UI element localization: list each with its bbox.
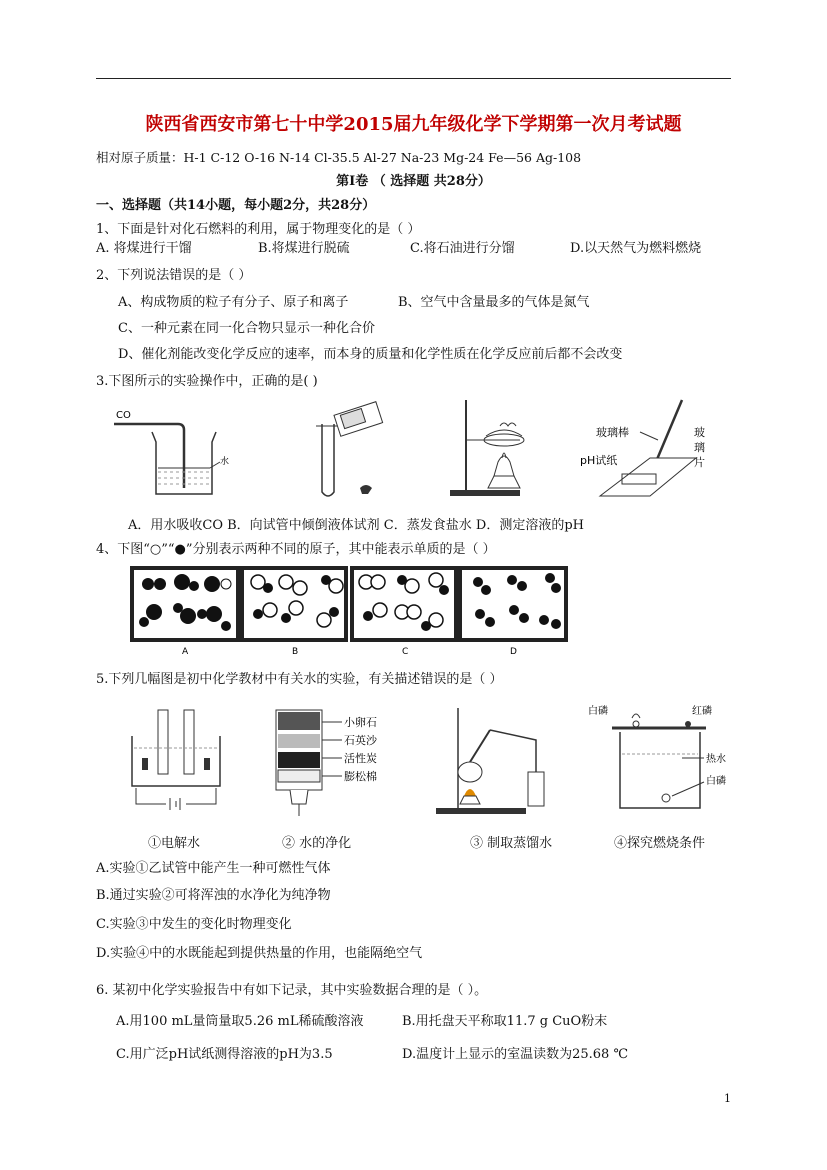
white-phosphorus-label: 白磷 <box>588 706 608 717</box>
q5-option-b: B.通过实验②可将浑浊的水净化为纯净物 <box>96 888 331 903</box>
box-label-b: B <box>292 647 299 656</box>
glass-label-2: 璃 <box>694 441 705 454</box>
glass-label-3: 片 <box>694 456 705 469</box>
q3-figure <box>110 396 710 504</box>
q1-stem: 1、下面是针对化石燃料的利用，属于物理变化的是（ ） <box>96 222 421 237</box>
header-rule <box>96 78 731 79</box>
q5-caption-3: ③ 制取蒸馏水 <box>470 836 553 851</box>
q4-figure <box>130 564 590 656</box>
activated-carbon-label: 活性炭 <box>344 752 377 765</box>
water-filter-figure <box>276 710 378 816</box>
ph-test-figure <box>580 400 705 496</box>
beaker-co-figure <box>114 410 229 494</box>
water-label: 水 <box>220 457 230 467</box>
q4-stem: 4、下图“○”“●”分别表示两种不同的原子，其中能表示单质的是（ ） <box>96 542 496 557</box>
q6-option-c: C.用广泛pH试纸测得溶液的pH为3.5 <box>116 1047 333 1062</box>
q5-caption-1: ①电解水 <box>148 836 201 851</box>
box-label-c: C <box>402 647 409 656</box>
page-number: 1 <box>724 1092 731 1105</box>
q2-stem: 2、下列说法错误的是（ ） <box>96 268 252 283</box>
red-phosphorus-label: 红磷 <box>692 706 712 717</box>
q1-option-d: D.以天然气为燃料燃烧 <box>570 241 702 256</box>
q3-stem: 3.下图所示的实验操作中，正确的是( ) <box>96 374 318 389</box>
q1-option-c: C.将石油进行分馏 <box>410 241 515 256</box>
box-label-d: D <box>510 647 517 656</box>
part-heading: 第Ⅰ卷 （ 选择题 共28分） <box>336 174 491 189</box>
q2-option-a: A、构成物质的粒子有分子、原子和离子 <box>118 295 349 310</box>
q5-option-a: A.实验①乙试管中能产生一种可燃性气体 <box>96 861 331 876</box>
q1-option-b: B.将煤进行脱硫 <box>258 241 350 256</box>
q1-option-a: A. 将煤进行干馏 <box>96 241 192 256</box>
q5-caption-4: ④探究燃烧条件 <box>614 836 706 851</box>
q6-option-a: A.用100 mL量筒量取5.26 mL稀硫酸溶液 <box>116 1014 364 1029</box>
quartz-sand-label: 石英沙 <box>344 734 377 747</box>
box-label-a: A <box>182 647 189 656</box>
q5-option-d: D.实验④中的水既能起到提供热量的作用，也能隔绝空气 <box>96 946 423 961</box>
electrolysis-figure <box>132 710 220 810</box>
q3-caption: A．用水吸收CO B．向试管中倾倒液体试剂 C．蒸发食盐水 D．测定溶液的pH <box>128 518 584 533</box>
q6-option-d: D.温度计上显示的室温读数为25.68 ℃ <box>402 1047 628 1062</box>
q2-option-c: C、一种元素在同一化合物只显示一种化合价 <box>118 321 375 336</box>
co-label: CO <box>116 410 131 421</box>
combustion-figure <box>588 704 726 808</box>
section-heading: 一、选择题（共14小题，每小题2分，共28分） <box>96 198 376 213</box>
q5-stem: 5.下列几幅图是初中化学教材中有关水的实验，有关描述错误的是（ ） <box>96 672 503 687</box>
page-title: 陕西省西安市第七十中学2015届九年级化学下学期第一次月考试题 <box>145 114 682 135</box>
q6-stem: 6. 某初中化学实验报告中有如下记录，其中实验数据合理的是（ ）。 <box>96 983 488 998</box>
q2-option-d: D、催化剂能改变化学反应的速率，而本身的质量和化学性质在化学反应前后都不会改变 <box>118 347 623 362</box>
q5-figure <box>126 700 726 824</box>
ph-paper-label: pH试纸 <box>580 454 618 467</box>
pebble-label: 小卵石 <box>344 716 377 729</box>
glass-rod-label: 玻璃棒 <box>596 426 629 439</box>
q2-option-b: B、空气中含量最多的气体是氮气 <box>398 295 590 310</box>
atomic-masses: 相对原子质量：H-1 C-12 O-16 N-14 Cl-35.5 Al-27 Na-23 Mg-24 Fe—56 Ag-108 <box>96 150 582 165</box>
hot-water-label: 热水 <box>706 754 726 765</box>
evaporation-figure <box>450 400 524 496</box>
q6-option-b: B.用托盘天平称取11.7 g CuO粉末 <box>402 1014 608 1029</box>
q5-option-c: C.实验③中发生的变化时物理变化 <box>96 917 292 932</box>
cotton-label: 膨松棉 <box>344 770 377 783</box>
distillation-figure <box>436 708 544 814</box>
glass-label-1: 玻 <box>694 426 705 439</box>
white-phosphorus-2-label: 白磷 <box>706 776 726 787</box>
q5-caption-2: ② 水的净化 <box>282 836 352 851</box>
test-tube-pour-figure <box>316 402 383 496</box>
